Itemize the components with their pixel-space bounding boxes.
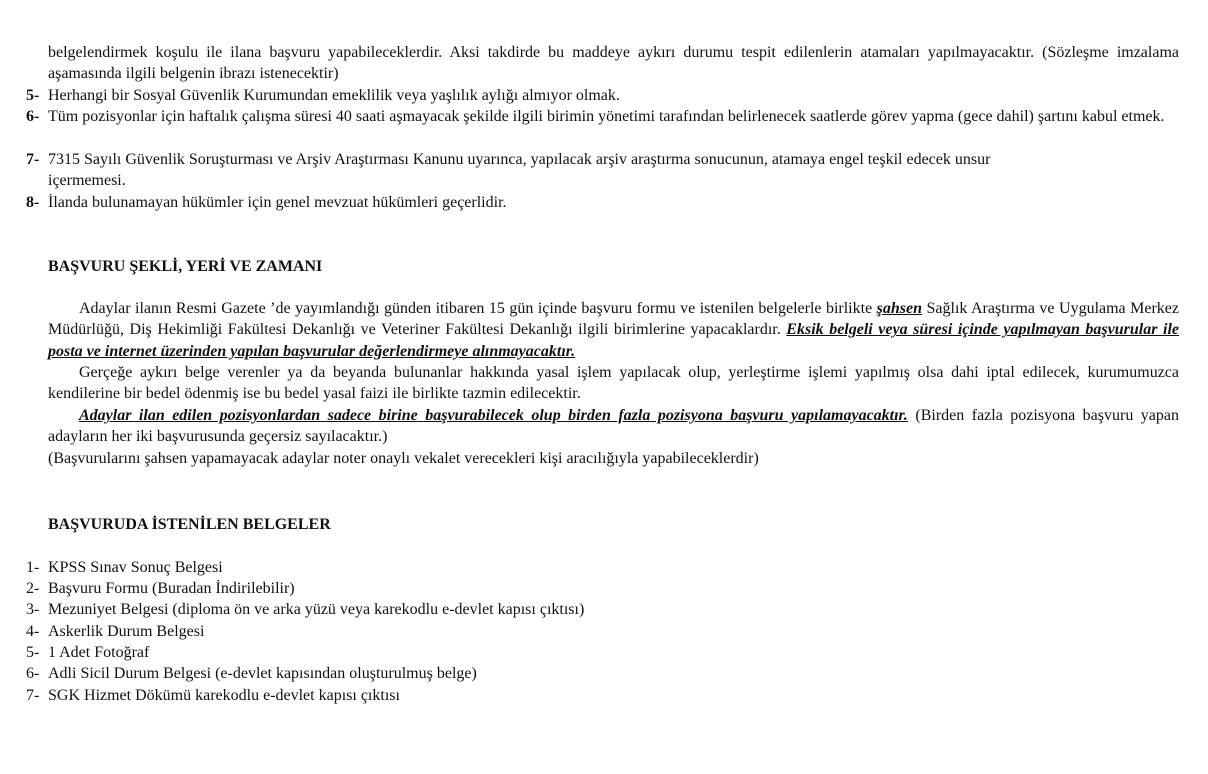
condition-number: 5- [26, 87, 40, 104]
condition-text: Tüm pozisyonlar için haftalık çalışma süresi 40 saati aşmayacak şekilde ilgili birimin yönetimi tarafından belirlenecek saatlerde görev yapma (gece dahil) şartını kabul etmek. [48, 108, 1165, 125]
condition-text: İlanda bulunamayan hükümler için genel mevzuat hükümleri geçerlidir. [48, 194, 507, 211]
paragraph-text: Adaylar ilanın Resmi Gazete ’de yayımlandığı günden itibaren 15 gün içinde başvuru formu ve istenilen belgelerle birlikte [79, 300, 877, 317]
document-item: Başvuru Formu (Buradan İndirilebilir) [48, 580, 295, 597]
document-number: 7- [26, 687, 40, 704]
condition-text-line: 7315 Sayılı Güvenlik Soruşturması ve Arşiv Araştırması Kanunu uyarınca, yapılacak arşiv araştırma sonucunun, atamaya engel teşkil edecek unsur [48, 151, 991, 168]
document-number: 5- [26, 644, 40, 661]
document-number: 6- [26, 665, 40, 682]
document-number: 3- [26, 601, 40, 618]
section-heading: BAŞVURU ŞEKLİ, YERİ VE ZAMANI [48, 258, 323, 275]
document-number: 4- [26, 623, 40, 640]
document-number: 2- [26, 580, 40, 597]
section-heading: BAŞVURUDA İSTENİLEN BELGELER [48, 516, 331, 533]
document-item: Adli Sicil Durum Belgesi (e-devlet kapısından oluşturulmuş belge) [48, 665, 477, 682]
document-item: 1 Adet Fotoğraf [48, 644, 150, 661]
paragraph-text: Sağlık Araştırma ve Uygulama Merkez Müdürlüğü, Diş Hekimliği Fakültesi Dekanlığı ve Veteriner Fakültesi Dekanlığı ilgili birimlerine yapacaklardır. [48, 300, 1179, 339]
paragraph-text: (Birden fazla pozisyona başvuru yapan adayların her iki başvurusunda geçersiz sayılacaktır.) [48, 407, 1179, 446]
document-number: 1- [26, 559, 40, 576]
condition-text: Herhangi bir Sosyal Güvenlik Kurumundan emeklilik veya yaşlılık aylığı almıyor olmak. [48, 87, 620, 104]
false-document-paragraph: Gerçeğe aykırı belge verenler ya da beyanda bulunanlar hakkında yasal işlem yapılacak olup, yerleştirme işlemi yapılmış olsa dahi iptal edilecek, kurumumuzca kendilerine bir bedel ödenmiş ise bu bedel yasal faizi ile birlikte tazmin edilecektir. [48, 364, 1179, 403]
document-item: SGK Hizmet Dökümü karekodlu e-devlet kapısı çıktısı [48, 687, 400, 704]
warning-text: Eksik belgeli veya süresi içinde yapılmayan başvurular ile posta ve internet üzerinden yapılan başvurular değerlendirmeye alınmayacaktır. [48, 321, 1179, 360]
condition-text [48, 149, 1179, 192]
condition-number: 6- [26, 108, 40, 125]
single-position-paragraph [48, 405, 1179, 448]
document-item: KPSS Sınav Sonuç Belgesi [48, 559, 223, 576]
condition-text-line: içermemesi. [48, 172, 126, 190]
document-item: Askerlik Durum Belgesi [48, 623, 205, 640]
warning-text: Adaylar ilan edilen pozisyonlardan sadece birine başvurabilecek olup birden fazla pozisyona başvuru yapılamayacaktır. [79, 407, 908, 424]
condition-number: 8- [26, 194, 40, 211]
application-paragraph [48, 298, 1179, 362]
proxy-note: (Başvurularını şahsen yapamayacak adaylar noter onaylı vekalet verecekleri kişi aracılığıyla yapabileceklerdir) [48, 450, 759, 467]
document-item: Mezuniyet Belgesi (diploma ön ve arka yüzü veya karekodlu e-devlet kapısı çıktısı) [48, 601, 585, 618]
emphasis-text: şahsen [876, 300, 923, 317]
condition-number: 7- [26, 151, 40, 168]
continuation-paragraph: belgelendirmek koşulu ile ilana başvuru yapabileceklerdir. Aksi takdirde bu maddeye aykırı durumu tespit edilenlerin atamaları yapılmayacaktır. (Sözleşme imzalama aşamasında ilgili belgenin ibrazı istenecektir) [48, 44, 1179, 83]
